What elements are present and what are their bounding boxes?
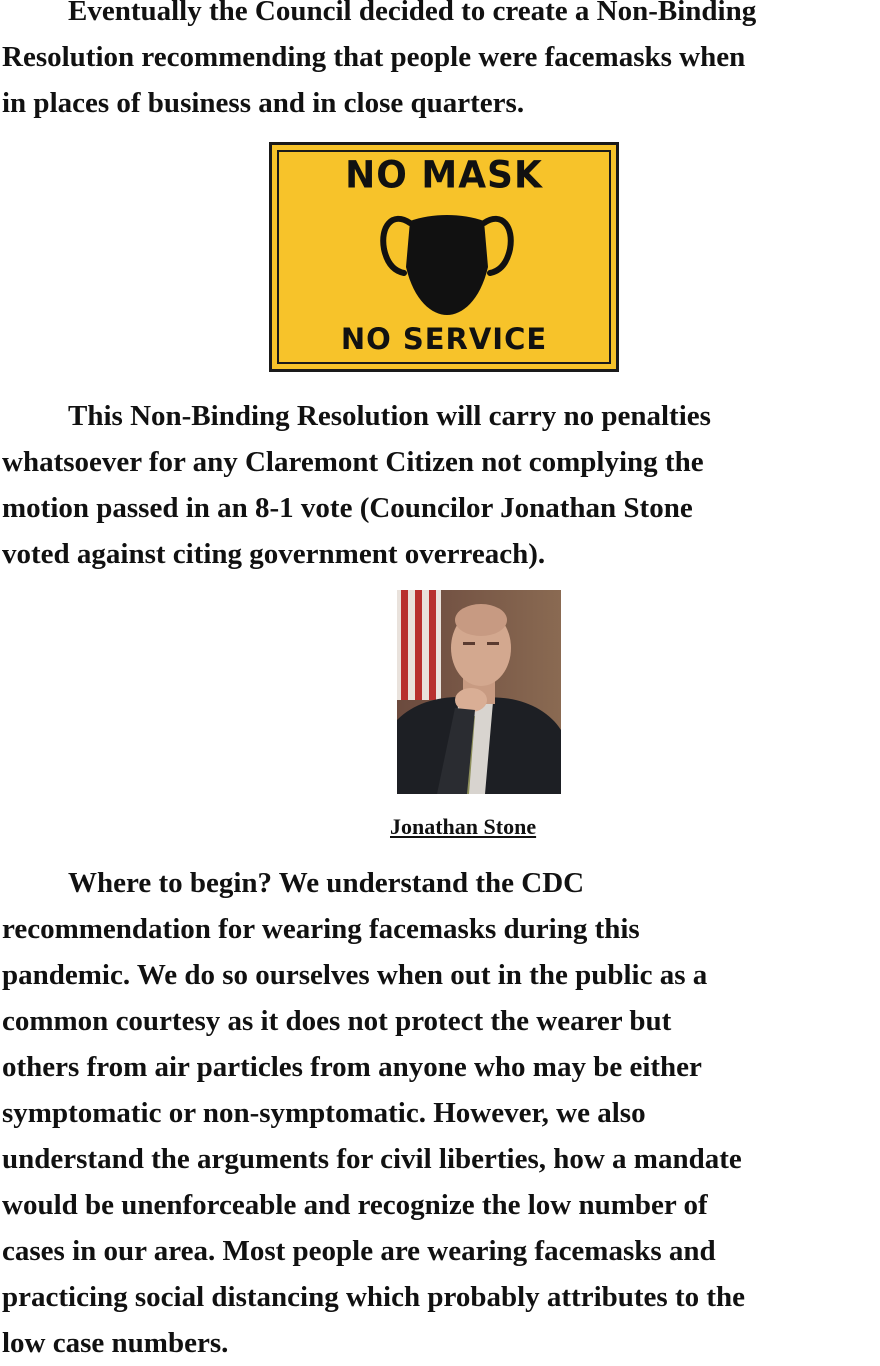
face-mask-icon	[372, 197, 522, 319]
text-line: This Non-Binding Resolution will carry no penalties	[68, 400, 711, 432]
text-line: Where to begin? We understand the CDC	[68, 867, 585, 899]
paragraph-intro	[2, 0, 880, 126]
text-line: would be unenforceable and recognize the low number of	[2, 1189, 708, 1221]
text-line: symptomatic or non-symptomatic. However, we also	[2, 1097, 646, 1129]
paragraph-commentary	[2, 860, 880, 1366]
text-line: motion passed in an 8-1 vote (Councilor Jonathan Stone	[2, 492, 693, 524]
no-mask-no-service-sign	[269, 142, 619, 372]
text-line: whatsoever for any Claremont Citizen not complying the	[2, 446, 704, 478]
text-line: recommendation for wearing facemasks during this	[2, 913, 640, 945]
sign-top-text: NO MASK	[345, 153, 543, 198]
text-line: others from air particles from anyone who may be either	[2, 1051, 702, 1083]
text-line: common courtesy as it does not protect the wearer but	[2, 1005, 672, 1037]
sign-bottom-text: NO SERVICE	[340, 322, 548, 356]
text-line: practicing social distancing which probably attributes to the	[2, 1281, 746, 1313]
paragraph-resolution	[2, 393, 880, 577]
councilor-photo	[397, 590, 561, 794]
text-line: low case numbers.	[2, 1327, 229, 1359]
text-line: Resolution recommending that people were facemasks when	[2, 41, 746, 73]
text-line: voted against citing government overreach).	[2, 538, 546, 570]
text-line: in places of business and in close quarters.	[2, 87, 525, 119]
text-line: understand the arguments for civil liberties, how a mandate	[2, 1143, 742, 1175]
text-line: cases in our area. Most people are wearing facemasks and	[2, 1235, 716, 1267]
text-line: Eventually the Council decided to create a Non-Binding	[68, 0, 757, 27]
photo-caption: Jonathan Stone	[390, 814, 537, 839]
text-line: pandemic. We do so ourselves when out in the public as a	[2, 959, 708, 991]
